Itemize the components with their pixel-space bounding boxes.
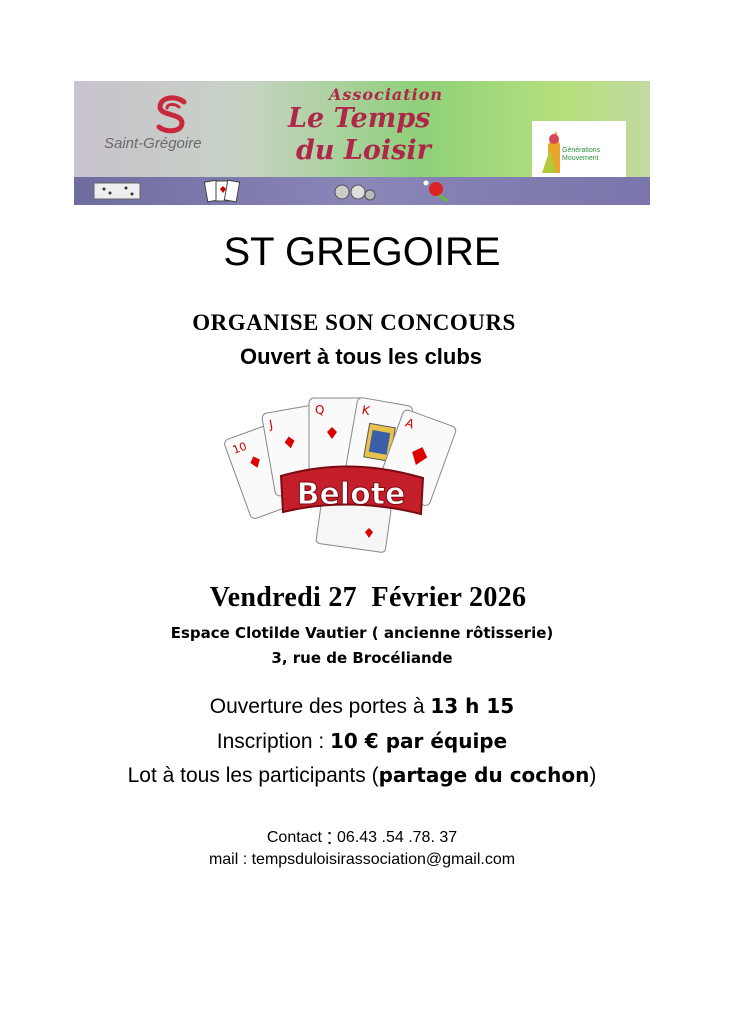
prize-line xyxy=(0,763,724,788)
event-date: Vendredi 27 Février 2026 xyxy=(209,582,527,613)
prize-label: Lot à tous les participants ( xyxy=(127,764,379,787)
contact-line xyxy=(0,824,724,850)
doors-time: 13 h 15 xyxy=(430,694,515,718)
saint-gregoire-logo-icon xyxy=(150,93,194,137)
belote-cards-illustration xyxy=(230,392,447,550)
prize-value: partage du cochon xyxy=(378,763,590,787)
contact-colon: : xyxy=(326,824,333,849)
registration-label: Inscription : xyxy=(216,730,331,753)
svg-text:Q: Q xyxy=(315,403,325,417)
belote-logo-text xyxy=(281,466,423,514)
svg-text:10: 10 xyxy=(230,439,249,457)
town-logo-label: Saint-Grégoire xyxy=(104,135,202,152)
ping-pong-icon xyxy=(424,181,449,203)
association-name-line1: Le Temps xyxy=(288,103,431,134)
svg-text:K: K xyxy=(360,402,371,419)
registration-fee: 10 € par équipe xyxy=(330,729,508,753)
svg-text:J: J xyxy=(268,417,275,432)
registration-line xyxy=(0,729,724,754)
venue-address: 3, rue de Brocéliande xyxy=(271,649,453,667)
page-title: ST GREGOIRE xyxy=(223,230,501,274)
svg-text:Belote: Belote xyxy=(296,477,406,512)
venue-name: Espace Clotilde Vautier ( ancienne rôtisserie) xyxy=(170,624,554,642)
contact-label: Contact xyxy=(266,829,327,846)
domino-icon xyxy=(94,183,140,199)
subtitle: ORGANISE SON CONCOURS xyxy=(192,310,516,335)
playing-cards-icon xyxy=(204,180,239,202)
contact-email: mail : tempsduloisirassociation@gmail.com xyxy=(208,851,516,868)
svg-text:A: A xyxy=(403,415,417,432)
open-to-label: Ouvert à tous les clubs xyxy=(239,344,483,369)
association-banner xyxy=(74,81,650,205)
petanque-balls-icon xyxy=(335,185,375,200)
association-label: Association xyxy=(328,85,444,104)
contact-phone: 06.43 .54 .78. 37 xyxy=(332,829,458,846)
game-icons-strip xyxy=(74,177,650,205)
prize-close: ) xyxy=(589,764,597,787)
association-name-line2: du Loisir xyxy=(296,135,431,166)
partner-title: Générations Mouvement xyxy=(562,147,601,162)
doors-opening-line xyxy=(0,694,724,719)
doors-label: Ouverture des portes à xyxy=(209,695,431,718)
